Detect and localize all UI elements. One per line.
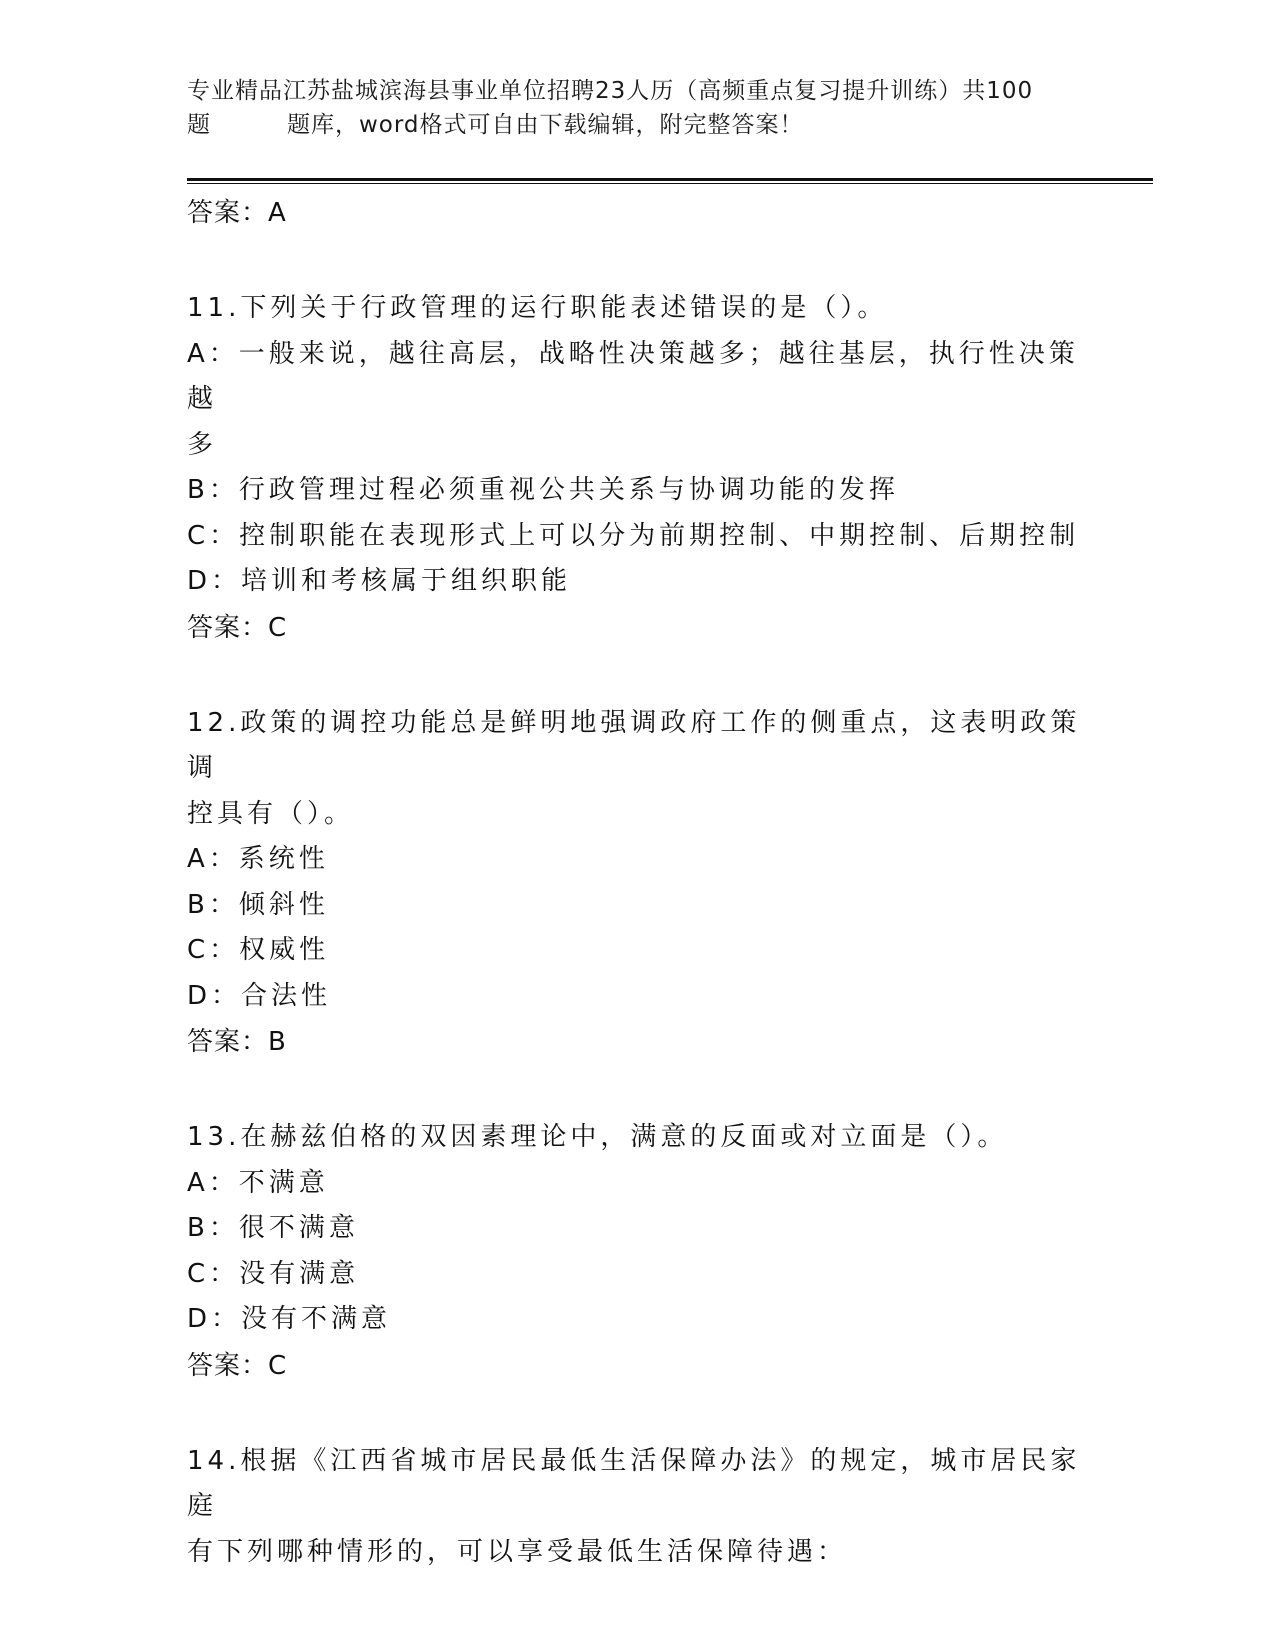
option-c: C：没有满意: [187, 1258, 360, 1289]
option-a: A：不满意: [187, 1167, 329, 1198]
option-c: C：控制职能在表现形式上可以分为前期控制、中期控制、后期控制: [187, 520, 1080, 551]
option-a: A：一般来说，越往高层，战略性决策越多；越往基层，执行性决策越: [187, 338, 1079, 414]
question-11: [187, 286, 1087, 651]
header-line-2: [187, 108, 1087, 142]
header-line-2-lead: 题: [187, 112, 211, 138]
question-stem: 11.下列关于行政管理的运行职能表述错误的是（）。: [187, 293, 888, 323]
question-13: [187, 1115, 1087, 1389]
question-stem-continued: 有下列哪种情形的，可以享受最低生活保障待遇：: [187, 1536, 848, 1567]
option-b: B：倾斜性: [187, 889, 329, 920]
question-stem: 14.根据《江西省城市居民最低生活保障办法》的规定，城市居民家庭: [187, 1445, 1081, 1521]
option-b: B：很不满意: [187, 1213, 359, 1243]
option-a-continued: 多: [187, 429, 218, 460]
header-line-2-text: 题库，word格式可自由下载编辑，附完整答案！: [287, 112, 804, 138]
header-rule-thick: [187, 178, 1153, 181]
question-stem: 13.在赫兹伯格的双因素理论中，满意的反面或对立面是（）。: [187, 1122, 1008, 1152]
question-list: [187, 190, 1087, 1575]
option-a: A：系统性: [187, 844, 329, 874]
header-line-1: 专业精品江苏盐城滨海县事业单位招聘23人历（高频重点复习提升训练）共100: [187, 78, 1034, 104]
option-d: D：合法性: [187, 980, 332, 1011]
question-stem: 12.政策的调控功能总是鲜明地强调政府工作的侧重点，这表明政策调: [187, 707, 1081, 783]
option-b: B：行政管理过程必须重视公共关系与协调功能的发挥: [187, 475, 899, 505]
option-d: D：没有不满意: [187, 1304, 392, 1334]
option-c: C：权威性: [187, 935, 330, 965]
option-d: D：培训和考核属于组织职能: [187, 566, 572, 596]
answer-label: 答案：C: [187, 612, 288, 643]
answer-label: 答案：B: [187, 1027, 287, 1057]
question-12: [187, 701, 1087, 1066]
question-14: [187, 1439, 1087, 1576]
question-stem-continued: 控具有（）。: [187, 798, 355, 829]
header-rule-thin: [187, 183, 1153, 184]
answer-label: 答案：A: [187, 198, 287, 228]
answer-label: 答案：C: [187, 1350, 288, 1381]
document-header: [187, 74, 1087, 142]
